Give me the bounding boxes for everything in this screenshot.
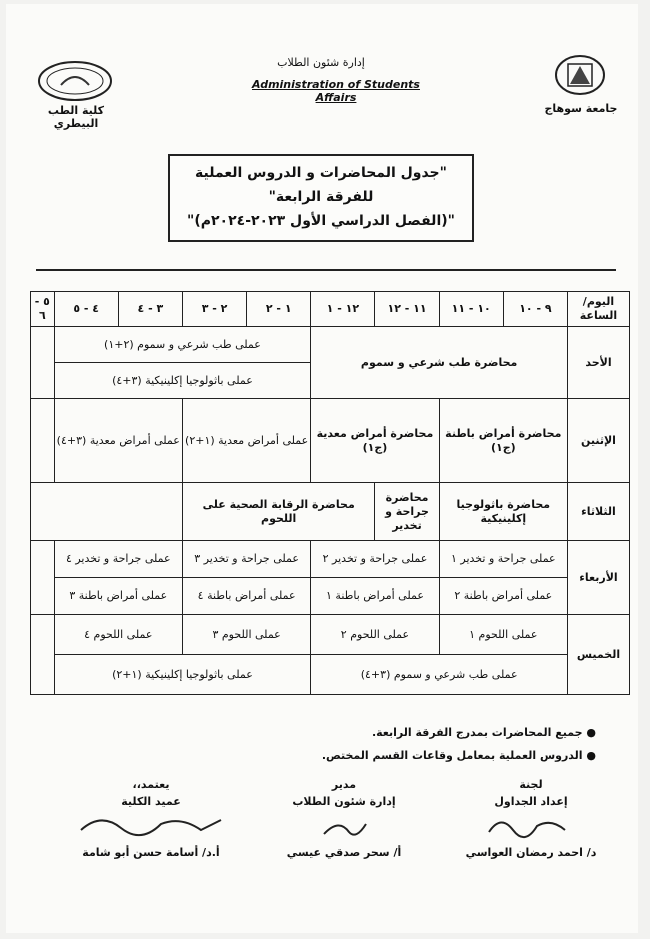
signature-image (66, 810, 236, 844)
sunday-lab-1: عملى طب شرعي و سموم (٢+١) (54, 327, 311, 363)
time-slot: ١١ - ١٢ (375, 292, 439, 327)
tuesday-lecture-3: محاضرة الرقابة الصحية على اللحوم (182, 483, 375, 541)
title-line-1: "جدول المحاضرات و الدروس العملية (195, 165, 447, 181)
ministry-english: Administration of Students Affairs (252, 78, 420, 104)
document-page (6, 4, 638, 933)
schedule-table (30, 291, 630, 695)
signature-name: أ/ سحر صدقي عيسي (286, 846, 402, 859)
monday-lecture-2: محاضرة أمراض معدية (ج١) (311, 399, 439, 483)
note-item: ● جميع المحاضرات بمدرج الفرقة الرابعة. (371, 726, 596, 739)
faculty-name: كلية الطب البيطري (47, 104, 105, 130)
horizontal-divider (36, 269, 616, 271)
thursday-lab: عملى اللحوم ٤ (54, 615, 182, 655)
sunday-lecture: محاضرة طب شرعي و سموم (311, 327, 568, 399)
wednesday-lab: عملى أمراض باطنة ٣ (54, 578, 182, 615)
empty-cell (31, 483, 183, 541)
day-sunday: الأحد (567, 327, 629, 399)
title-box (168, 154, 474, 242)
wednesday-lab: عملى جراحة و تخدير ٢ (311, 541, 439, 578)
thursday-lab: عملى اللحوم ١ (439, 615, 567, 655)
signature-title: لجنة (519, 778, 543, 791)
time-slot: ٤ - ٥ (54, 292, 118, 327)
wednesday-lab: عملى أمراض باطنة ٤ (182, 578, 310, 615)
university-name: جامعة سوهاج (544, 102, 618, 115)
signature-title: إعداد الجداول (494, 795, 568, 808)
signature-name: أ.د/ أسامة حسن أبو شامة (82, 846, 220, 859)
empty-cell (31, 327, 55, 399)
signature-title: يعتمد،، (132, 778, 170, 791)
signature-middle (274, 776, 414, 861)
time-slot: ١٢ - ١ (311, 292, 375, 327)
signature-title: عميد الكلية (121, 795, 181, 808)
wednesday-lab: عملى أمراض باطنة ١ (311, 578, 439, 615)
time-slot: ٥ - ٦ (31, 292, 55, 327)
monday-lecture-1: محاضرة أمراض باطنة (ج١) (439, 399, 567, 483)
empty-cell (31, 399, 55, 483)
day-wednesday: الأربعاء (567, 541, 629, 615)
signature-image (274, 810, 414, 844)
time-slot: ٩ - ١٠ (503, 292, 567, 327)
thursday-lab: عملى اللحوم ٣ (182, 615, 310, 655)
wednesday-lab: عملى جراحة و تخدير ٣ (182, 541, 310, 578)
empty-cell (31, 541, 55, 615)
thursday-lab: عملى طب شرعي و سموم (٣+٤) (311, 655, 568, 695)
wednesday-lab: عملى جراحة و تخدير ٤ (54, 541, 182, 578)
university-logo (554, 54, 606, 96)
time-slot: ١ - ٢ (247, 292, 311, 327)
empty-cell (31, 615, 55, 695)
tuesday-lecture-1: محاضرة باثولوجيا إكلينيكية (439, 483, 567, 541)
signature-title: مدير (331, 778, 357, 791)
header-row (31, 292, 630, 327)
faculty-logo (36, 59, 114, 103)
signature-image (461, 810, 601, 844)
monday-lab-1: عملى أمراض معدية (١+٢) (182, 399, 310, 483)
notes (322, 726, 596, 772)
day-thursday: الخميس (567, 615, 629, 695)
monday-lab-2: عملى أمراض معدية (٣+٤) (54, 399, 182, 483)
note-text: جميع المحاضرات بمدرج الفرقة الرابعة. (371, 726, 583, 739)
thursday-lab: عملى باثولوجيا إكلينيكية (١+٢) (54, 655, 311, 695)
wednesday-lab: عملى أمراض باطنة ٢ (439, 578, 567, 615)
thursday-lab: عملى اللحوم ٢ (311, 615, 439, 655)
time-slot: ١٠ - ١١ (439, 292, 503, 327)
sunday-lab-2: عملى باثولوجيا إكلينيكية (٣+٤) (54, 363, 311, 399)
ministry-arabic: إدارة شئون الطلاب (277, 56, 365, 69)
time-slot: ٣ - ٤ (118, 292, 182, 327)
signature-right (461, 776, 601, 861)
day-tuesday: الثلاثاء (567, 483, 629, 541)
note-item: ● الدروس العملية بمعامل وقاعات القسم المختص. (321, 749, 596, 762)
signature-left (66, 776, 236, 861)
signature-name: د/ احمد رمضان العواسي (465, 846, 597, 859)
day-monday: الإثنين (567, 399, 629, 483)
wednesday-lab: عملى جراحة و تخدير ١ (439, 541, 567, 578)
signature-title: إدارة شئون الطلاب (292, 795, 396, 808)
corner-label: اليوم/ الساعة (567, 292, 629, 327)
title-line-3: "(الفصل الدراسي الأول ٢٠٢٣-٢٠٢٤م)" (187, 213, 455, 229)
note-text: الدروس العملية بمعامل وقاعات القسم المختص. (321, 749, 583, 762)
time-slot: ٢ - ٣ (182, 292, 246, 327)
tuesday-lecture-2: محاضرة جراحة و تخدير (375, 483, 439, 541)
title-line-2: للفرقة الرابعة" (268, 189, 374, 205)
